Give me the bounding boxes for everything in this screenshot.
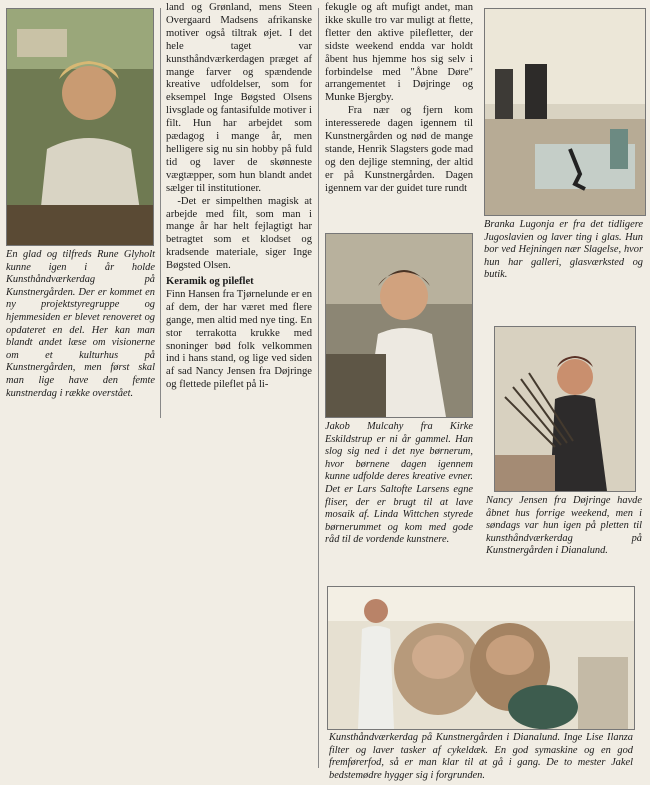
article-column-2 [166,2,312,392]
caption-bottom: Kunsthåndværkerdag på Kunstnergården i Dianalund. Inge Lise Ilanza filter og laver tasker af cykeldæk. En god symaskine og en god fremførerfod, så er man klar til at gå i gang. De to mester Jakel bedstemødre hygger sig i forgrunden. [329,732,633,781]
photo-kunsthaandvaerkerdag [327,586,635,730]
col3-paragraph-2: Fra nær og fjern kom interesserede dagen igennem til Kunstnergården og nød de mange stande, Henrik Slagsters gode mad og den dejlige stemning, der altid er på Kunstnergården. Dagen igennem var der guidet ture rundt [325,105,473,194]
photo-jakob-mulcahy [325,233,473,418]
article-column-3 [325,2,473,196]
caption-jakob: Jakob Mulcahy fra Kirke Eskildstrup er ni år gammel. Han slog sig ned i det nye børnerum, hvor børnene dagen igennem kunne udfolde deres kreative evner. Det er Lars Saltofte Larsens egne fliser, der er brugt til at lave mosaik af. Linda Wittchen styrede børnerummet og kom med gode råd til de vordende kunstnere. [325,421,473,546]
photo-nancy-jensen [494,326,636,492]
caption-rune: En glad og tilfreds Rune Glyholt kunne igen i år holde Kunsthåndværkerdag på Kunstnergården. Der er kommet en ny projektstyregruppe og hjemmesiden er blevet renoveret og opdateret en del. Her kan man blandt andet læse om visionerne om et kulturhus på Kunstnergården, men først skal man lige have den femte kunstnerdag i række overstået. [6,249,155,399]
photo-branka-lugonja [484,8,646,216]
caption-branka: Branka Lugonja er fra det tidligere Jugoslavien og laver ting i glas. Hun bor ved Hejningen nær Slagelse, hvor hun har galleri, glasværksted og butik. [484,219,643,281]
col2-paragraph-1: land og Grønland, mens Steen Overgaard Madsens afrikanske motiver også tiltrak øjet. I det hele taget var kunsthåndværkerdagen præget af mange farver og spændende kreative udfoldelser, som for eksempel Inge Bøgsted Olsens livsglade og fantasifulde motiver i filt. Hun har arbejdet som pædagog i mange år, men helligere sig nu sin hobby på fuld tid og laver de skønneste vægtæpper, som hun blandt andet sælger til institutioner. [166,2,312,194]
section-heading-keramik: Keramik og pileflet [166,276,254,288]
col3-paragraph-1: fekugle og aft mufigt andet, man ikke skulle tro var muligt at flette, fletter den aktive pilefletter, der sidste weekend endda var holdt åbent hus hjemme hos sig selv i forbindelse med "Åbne Døre" arrangementet i Døjringe og Munke Bjergby. [325,2,473,104]
col2-paragraph-3: Finn Hansen fra Tjørnelunde er en af dem, der har været med flere gange, men altid med nye ting. En stor terrakotta krukke med snoninger bød folk velkommen ind i hans stand, og lige ved siden af sad Nancy Jensen fra Døjringe og flettede pileflet på li- [166,288,313,391]
photo-rune-glyholt [6,8,154,246]
caption-nancy: Nancy Jensen fra Døjringe havde åbnet hus forrige weekend, men i søndags var hun igen på pletten til kunsthåndværkerdag på Kunstnergården i Dianalund. [486,495,642,557]
col2-paragraph-2: -Det er simpelthen magisk at arbejde med filt, som man i mange år har helt fejlagtigt har betragtet som et klodset og kradsende materiale, siger Inge Bøgsted Olsen. [166,195,312,272]
